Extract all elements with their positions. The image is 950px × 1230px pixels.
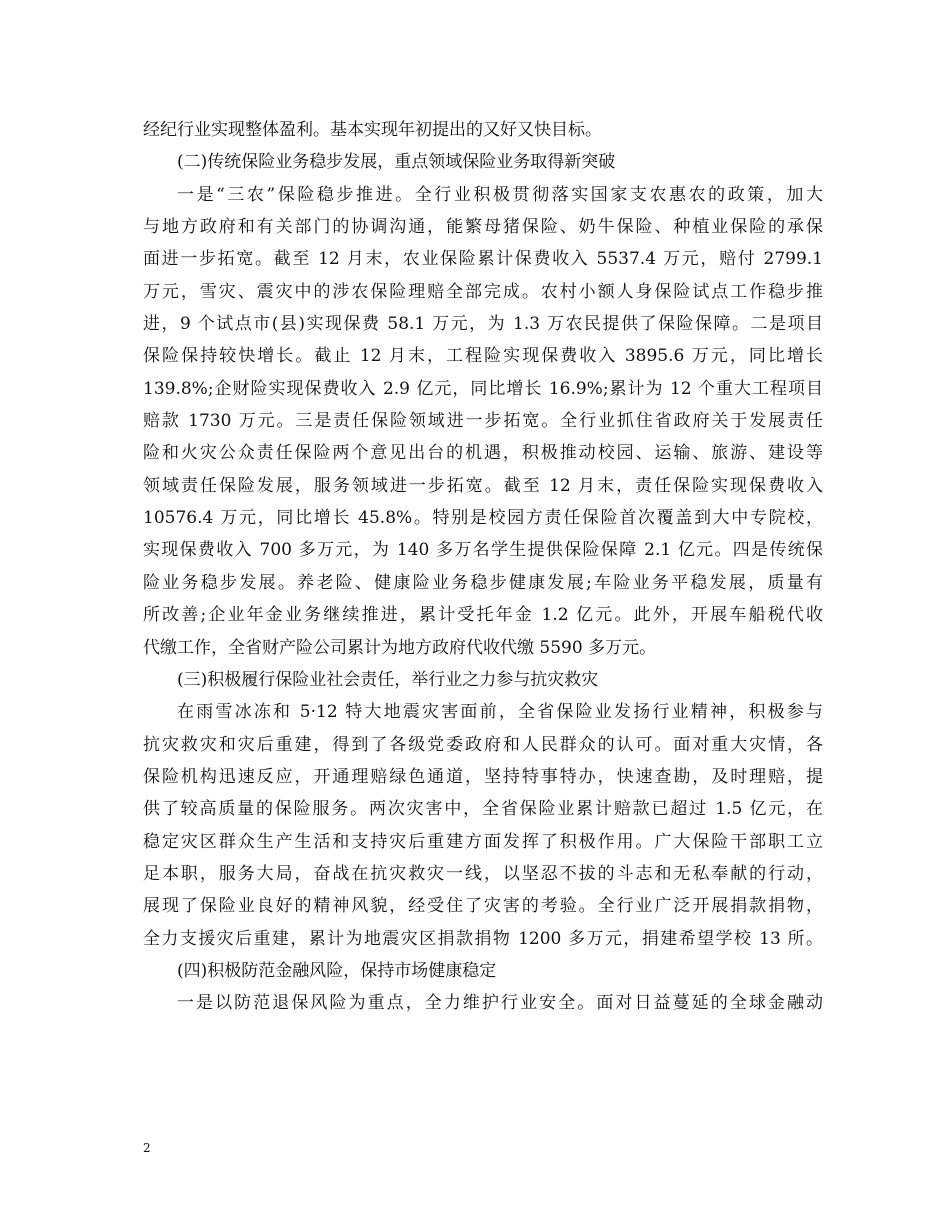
page-number: 2 (143, 1141, 151, 1155)
text-line: 139.8%;企财险实现保费收入 2.9 亿元，同比增长 16.9%;累计为 12 个重大工程项目 (143, 378, 823, 399)
text-line: 一是“三农”保险稳步推进。全行业积极贯彻落实国家支农惠农的政策，加大 (177, 184, 823, 205)
section-heading: (四)积极防范金融风险，保持市场健康稳定 (177, 960, 497, 981)
text-line: 面进一步拓宽。截至 12 月末，农业保险累计保费收入 5537.4 万元，赔付 2799.1 (143, 249, 823, 270)
text-line: 经纪行业实现整体盈利。基本实现年初提出的又好又快目标。 (143, 120, 602, 140)
text-line: 领域责任保险发展，服务领域进一步拓宽。截至 12 月末，责任保险实现保费收入 (143, 475, 823, 496)
text-line: 供了较高质量的保险服务。两次灾害中，全省保险业累计赔款已超过 1.5 亿元，在 (143, 799, 823, 820)
text-line: 险业务稳步发展。养老险、健康险业务稳步健康发展;车险业务平稳发展，质量有 (143, 572, 823, 593)
section-heading: (二)传统保险业务稳步发展，重点领域保险业务取得新突破 (177, 152, 616, 173)
text-line: 保险保持较快增长。截止 12 月末，工程险实现保费收入 3895.6 万元，同比增长 (143, 346, 823, 367)
text-line: 10576.4 万元，同比增长 45.8%。特别是校园方责任保险首次覆盖到大中专院校， (143, 508, 823, 529)
text-line: 万元，雪灾、震灾中的涉农保险理赔全部完成。农村小额人身保险试点工作稳步推 (143, 281, 823, 302)
text-line: 全力支援灾后重建，累计为地震灾区捐款捐物 1200 多万元，捐建希望学校 13 所。 (143, 928, 823, 949)
text-line: 赔款 1730 万元。三是责任保险领域进一步拓宽。全行业抓住省政府关于发展责任 (143, 411, 823, 432)
text-line: 稳定灾区群众生产生活和支持灾后重建方面发挥了积极作用。广大保险干部职工立 (143, 831, 823, 852)
text-line: 所改善;企业年金业务继续推进，累计受托年金 1.2 亿元。此外，开展车船税代收 (143, 605, 823, 626)
text-line: 进，9 个试点市(县)实现保费 58.1 万元，为 1.3 万农民提供了保险保障。二是项目 (143, 314, 823, 335)
text-line: 抗灾救灾和灾后重建，得到了各级党委政府和人民群众的认可。面对重大灾情，各 (143, 734, 823, 755)
text-line: 在雨雪冰冻和 5·12 特大地震灾害面前，全省保险业发扬行业精神，积极参与 (177, 702, 823, 723)
text-line: 足本职，服务大局，奋战在抗灾救灾一线，以坚忍不拔的斗志和无私奉献的行动， (143, 863, 823, 884)
text-line: 与地方政府和有关部门的协调沟通，能繁母猪保险、奶牛保险、种植业保险的承保 (143, 217, 823, 238)
text-line: 一是以防范退保风险为重点，全力维护行业安全。面对日益蔓延的全球金融动 (177, 993, 823, 1014)
body-text (143, 114, 823, 1020)
text-line: 险和火灾公众责任保险两个意见出台的机遇，积极推动校园、运输、旅游、建设等 (143, 443, 823, 464)
section-heading: (三)积极履行保险业社会责任，举行业之力参与抗灾救灾 (177, 669, 599, 690)
text-line: 保险机构迅速反应，开通理赔绿色通道，坚持特事特办，快速查勘，及时理赔，提 (143, 766, 823, 787)
text-line: 实现保费收入 700 多万元，为 140 多万名学生提供保险保障 2.1 亿元。四是传统保 (143, 540, 823, 561)
text-line: 代缴工作，全省财产险公司累计为地方政府代收代缴 5590 多万元。 (143, 637, 657, 658)
text-line: 展现了保险业良好的精神风貌，经受住了灾害的考验。全行业广泛开展捐款捐物， (143, 896, 823, 917)
